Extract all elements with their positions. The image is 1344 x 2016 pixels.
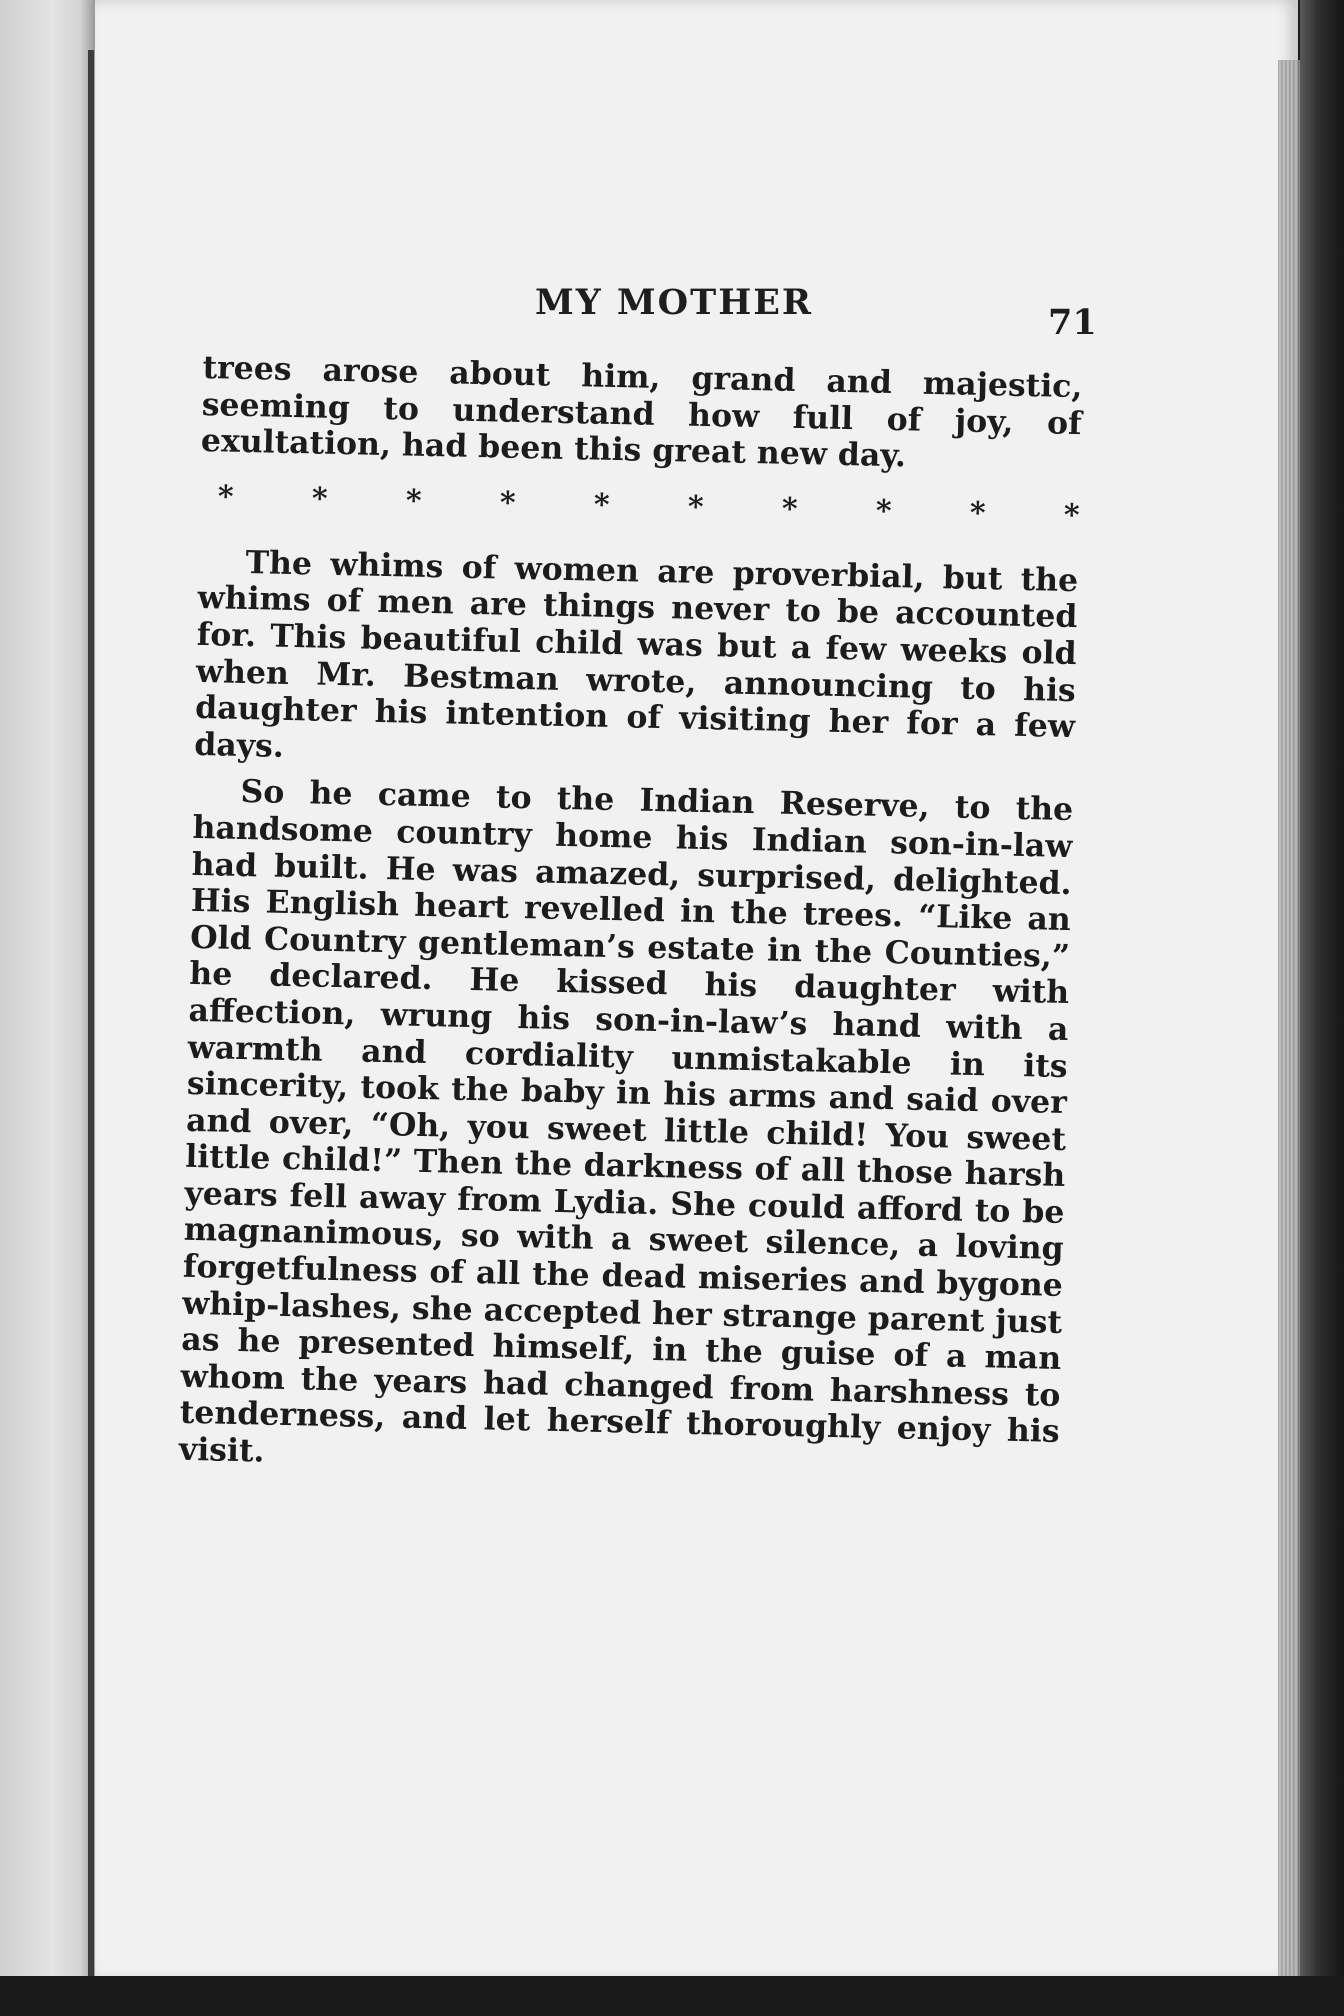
- running-title: MY MOTHER: [535, 282, 814, 323]
- asterisk: *: [781, 491, 798, 527]
- asterisk: *: [499, 485, 516, 521]
- asterisk: *: [875, 493, 892, 529]
- paragraph-visit: So he came to the Indian Reserve, to the handsome country home his Indian son-in-law had built. He was amazed, surprised, delighted. His English heart revelled in the trees. “Like an Old Country gentleman’s estate in the Counties,” he declared. He kissed his daughter with affection, wrung his son-in-law’s hand with a warmth and cordiality unmistakable in its sincerity, took the baby in his arms and said over and over, “Oh, you sweet little child! You sweet little child!” Then the darkness of all those harsh years fell away from Lydia. She could afford to be magnanimous, so with a sweet silence, a loving forgetfulness of all the dead miseries and bygone whip-lashes, she accepted her strange parent just as he presented himself, in the guise of a man whom the years had changed from harshness to tenderness, and let herself thoroughly enjoy his visit.: [178, 773, 1074, 1470]
- paragraph-whims: The whims of women are proverbial, but the whims of men are things never to be accounted for. This beautiful child was but a few weeks old when Mr. Bestman wrote, announcing to his daughter his intention of visiting her for a few days.: [193, 543, 1079, 765]
- asterisk: *: [687, 489, 704, 525]
- page-number: 71: [1048, 302, 1097, 343]
- book-edge-right: [1300, 0, 1344, 2016]
- gutter-line: [88, 50, 94, 2010]
- scan-background-bottom: [0, 1976, 1344, 2016]
- asterisk: *: [1063, 497, 1080, 533]
- asterisk: *: [593, 487, 610, 523]
- book-spine-left: [0, 0, 95, 2016]
- asterisk: *: [969, 495, 986, 531]
- asterisk: *: [405, 483, 422, 519]
- asterisk: *: [311, 481, 328, 517]
- paragraph-continued: trees arose about him, grand and majestic, seeming to understand how full of joy, of exultation, had been this great new day.: [200, 349, 1083, 475]
- section-break: [199, 477, 1080, 536]
- asterisk: *: [217, 479, 234, 515]
- page-edges: [1278, 60, 1300, 1980]
- page-text: [179, 350, 1083, 1488]
